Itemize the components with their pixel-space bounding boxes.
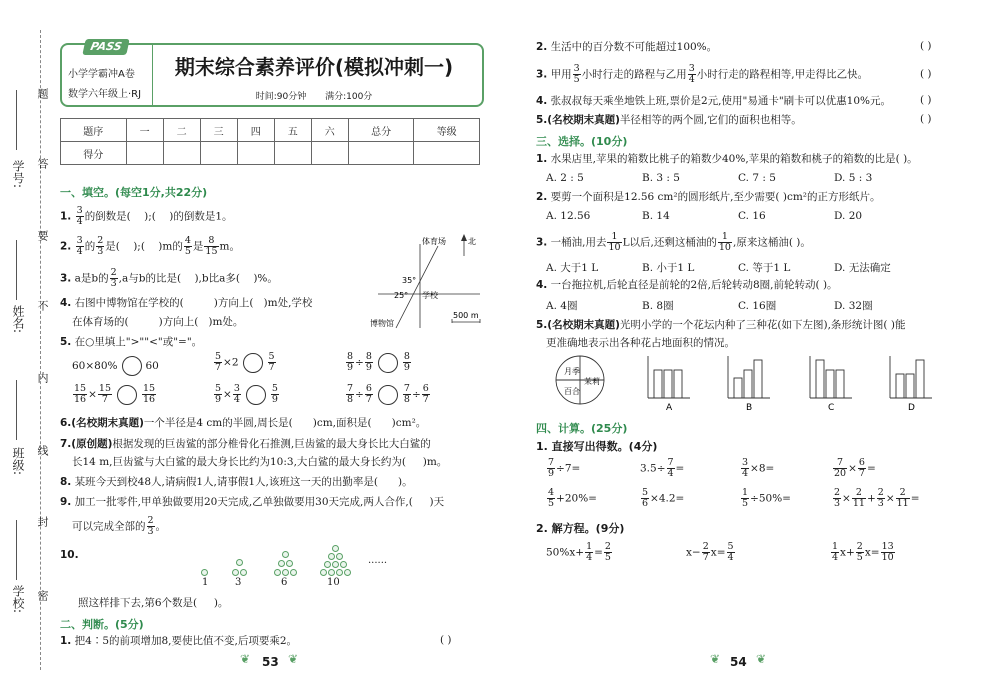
answer-circle[interactable] (243, 353, 263, 373)
fold-char: 封 (36, 516, 49, 528)
score-entry[interactable] (237, 142, 274, 165)
score-entry[interactable] (274, 142, 311, 165)
choice-5-cont: 更准确地表示出各种花占地面积的情况。 (546, 337, 735, 349)
compare-item: $\frac{15}{16}$ × $\frac{15}{7}$ $\frac{15}{16}$ (74, 383, 156, 405)
scale-label: 500 m (453, 311, 479, 320)
option-a[interactable]: A. 4圈 (546, 300, 578, 312)
table-row (61, 142, 480, 165)
table-cell: 六 (311, 119, 348, 142)
answer-circle[interactable] (246, 385, 266, 405)
compare-row-1: 60×80% 60 (72, 356, 159, 376)
north-label: 北 (468, 237, 476, 246)
fold-char: 不 (36, 300, 49, 312)
compare-item: $\frac{5}{7}$ ×2 $\frac{5}{7}$ (215, 351, 275, 373)
option-a[interactable]: A. 2 : 5 (546, 172, 584, 184)
judge-5: 5.(名校期末真题)半径相等的两个圆,它们的面积也相等。 (536, 114, 802, 126)
fold-char: 答 (36, 158, 49, 170)
bar-label: B (746, 403, 753, 413)
option-a[interactable]: A. 大于1 L (546, 262, 599, 274)
answer-circle[interactable] (378, 353, 398, 373)
table-cell: 四 (237, 119, 274, 142)
question-10: 10. (60, 549, 79, 561)
page-number-right: 54 (730, 655, 747, 669)
table-cell: 题序 (61, 119, 127, 142)
school-label: 学校: (11, 585, 25, 614)
option-d[interactable]: D. 20 (834, 210, 863, 222)
answer-circle[interactable] (122, 356, 142, 376)
option-c[interactable]: C. 16 (738, 210, 766, 222)
question-9-cont: 可以完成全部的 $\frac{2}{3}$ 。 (72, 515, 167, 537)
judge-3: 3. 甲用 $\frac{3}{5}$ 小时行走的路程与乙用 $\frac{3}{4}$ 小时行走的路程相等,甲走得比乙快。 (536, 63, 869, 85)
question-6: 6.(名校期末真题)一个半径是4 cm的半圆,周长是( )cm,面积是( )cm²。 (60, 417, 427, 429)
score-table (60, 118, 480, 165)
fold-char: 要 (36, 230, 49, 242)
question-1: 1. $\frac{3}{4}$ 的倒数是( );( )的倒数是1。 (60, 205, 233, 227)
angle-25: 25° (394, 291, 409, 300)
calc-item: $\frac{1}{5}$ ÷50%= (742, 487, 791, 509)
score-entry[interactable] (348, 142, 414, 165)
answer-paren[interactable]: ( ) (920, 40, 932, 52)
subsection-direct-answer: 1. 直接写出得数。(4分) (536, 440, 658, 453)
answer-paren[interactable]: ( ) (920, 113, 932, 125)
name-line[interactable] (16, 240, 17, 300)
series-box (62, 40, 153, 105)
score-entry[interactable] (163, 142, 200, 165)
bar-label: D (908, 403, 915, 413)
leaf-icon: ❦ (756, 652, 767, 666)
museum-label: 博物馆 (370, 319, 394, 328)
stadium-label: 体育场 (422, 237, 446, 246)
student-id-line[interactable] (16, 90, 17, 150)
name-label: 姓名: (11, 305, 25, 334)
option-c[interactable]: C. 16圈 (738, 300, 777, 312)
question-4-cont: 在体育场的( )方向上( )m处。 (72, 316, 244, 328)
right-page (500, 0, 1000, 694)
full-score: 满分:100分 (325, 92, 373, 102)
equation-1: 50%x+ $\frac{1}{4}$ = $\frac{2}{5}$ (546, 541, 611, 563)
option-c[interactable]: C. 7 : 5 (738, 172, 776, 184)
question-8: 8. 某班今天到校48人,请病假1人,请事假1人,该班这一天的出勤率是( )。 (60, 476, 413, 488)
pass-logo: PASS (82, 39, 129, 55)
school-line[interactable] (16, 520, 17, 580)
exam-title: 期末综合素养评价(模拟冲刺一) (174, 55, 454, 79)
choice-2: 2. 要剪一个面积是12.56 cm²的圆形纸片,至少需要( )cm²的正方形纸片。 (536, 191, 881, 203)
option-b[interactable]: B. 8圈 (642, 300, 674, 312)
section-judge: 二、判断。(5分) (60, 618, 144, 631)
equation-2: x− $\frac{2}{7}$ x= $\frac{5}{4}$ (686, 541, 734, 563)
table-cell: 二 (163, 119, 200, 142)
score-entry[interactable] (414, 142, 480, 165)
pie-label-jasmine: 茉莉 (584, 377, 600, 386)
bar-label: C (828, 403, 835, 413)
calc-item: $\frac{2}{3}$ × $\frac{2}{11}$ + $\frac{2}{3}$ × $\frac{2}{11}$ = (834, 487, 920, 509)
school-label: 学校 (422, 291, 438, 300)
section-choice: 三、选择。(10分) (536, 135, 628, 148)
table-cell: 三 (200, 119, 237, 142)
section-calculation: 四、计算。(25分) (536, 422, 628, 435)
question-10-text: 照这样排下去,第6个数是( )。 (78, 597, 229, 609)
compare-item: $\frac{7}{8}$ ÷ $\frac{6}{7}$ $\frac{7}{8}$ ÷ $\frac{6}{7}$ (347, 383, 429, 405)
bar-label: A (666, 403, 673, 413)
pie-label-lily: 百合 (564, 387, 580, 396)
equation-3: $\frac{1}{4}$ x+ $\frac{2}{5}$ x= $\frac{13}{10}$ (832, 541, 894, 563)
page-number-left: 53 (262, 655, 279, 669)
sequence-number: 3 (235, 577, 242, 588)
question-7-cont: 长14 m,巨齿鲨与大白鲨的最大身长比约为10:3,大白鲨的最大身长约为( )m。 (72, 456, 448, 468)
fold-char: 密 (36, 590, 49, 602)
binding-margin (0, 0, 49, 694)
judge-4: 4. 张叔叔每天乘坐地铁上班,票价是2元,使用"易通卡"刷卡可以优惠10%元。 (536, 95, 891, 107)
pie-chart (556, 356, 604, 404)
option-c[interactable]: C. 等于1 L (738, 262, 791, 274)
sequence-number: 6 (281, 577, 288, 588)
grade-label: 数学六年级上·RJ (68, 89, 142, 100)
exam-header (60, 40, 484, 107)
bar-chart-d (890, 356, 932, 398)
fold-line (40, 30, 41, 670)
choice-5: 5.(名校期末真题)光明小学的一个花坛内种了三种花(如下左图),条形统计图( )能 (536, 319, 906, 331)
calc-item: $\frac{7}{9}$ ÷7= (548, 457, 581, 479)
choice-5-figures (540, 352, 980, 416)
fraction: $\frac{3}{4}$ (76, 205, 83, 227)
table-row (61, 119, 480, 142)
score-entry[interactable] (311, 142, 348, 165)
calc-item: 3.5÷ $\frac{7}{4}$ = (640, 457, 685, 479)
series-name: 小学学霸冲A卷 (68, 69, 135, 80)
table-cell: 得分 (61, 142, 127, 165)
ellipsis: ...... (368, 555, 388, 566)
question-4: 4. 右图中博物馆在学校的( )方向上( )m处,学校 (60, 297, 313, 309)
score-entry[interactable] (126, 142, 163, 165)
class-label: 班级: (11, 447, 25, 476)
table-cell: 五 (274, 119, 311, 142)
bar-chart-a (648, 356, 690, 398)
option-b[interactable]: B. 3 : 5 (642, 172, 680, 184)
question-5: 5. 在○里填上">""<"或"="。 (60, 336, 203, 348)
sequence-number: 10 (327, 577, 340, 588)
section-fill-blank: 一、填空。(每空1分,共22分) (60, 186, 208, 199)
sequence-number: 1 (202, 577, 209, 588)
fold-char: 内 (36, 372, 49, 384)
fold-char: 线 (36, 445, 49, 457)
choice-3: 3. 一桶油,用去 $\frac{1}{10}$ L以后,还剩这桶油的 $\frac{1}{10}$ ,原来这桶油( )。 (536, 231, 811, 253)
answer-circle[interactable] (378, 385, 398, 405)
leaf-icon: ❦ (240, 652, 251, 666)
question-2: 2. $\frac{3}{4}$ 的 $\frac{2}{3}$ 是( );( )m的 $\frac{4}{5}$ 是 $\frac{8}{15}$ m。 (60, 235, 240, 257)
answer-circle[interactable] (117, 385, 137, 405)
compare-item: $\frac{5}{9}$ × $\frac{3}{4}$ $\frac{5}{9}$ (215, 383, 278, 405)
subsection-equations: 2. 解方程。(9分) (536, 522, 625, 535)
angle-35: 35° (402, 276, 417, 285)
option-d[interactable]: D. 32圈 (834, 300, 873, 312)
table-cell: 一 (126, 119, 163, 142)
calc-item: $\frac{4}{5}$ +20%= (548, 487, 597, 509)
compare-item: $\frac{8}{9}$ ÷ $\frac{8}{9}$ $\frac{8}{9}$ (347, 351, 410, 373)
option-d[interactable]: D. 无法确定 (834, 262, 891, 274)
calc-item: $\frac{7}{20}$ × $\frac{6}{7}$ = (834, 457, 876, 479)
choice-4: 4. 一台拖拉机,后轮直径是前轮的2倍,后轮转动8圈,前轮转动( )。 (536, 279, 838, 291)
judge-2: 2. 生活中的百分数不可能超过100%。 (536, 41, 718, 53)
question-3: 3. a是b的 $\frac{2}{3}$ ,a与b的比是( ),b比a多( )%。 (60, 267, 278, 289)
choice-1: 1. 水果店里,苹果的箱数比桃子的箱数少40%,苹果的箱数和桃子的箱数的比是( )。 (536, 153, 918, 165)
answer-paren[interactable]: ( ) (920, 68, 932, 80)
bar-chart-c (810, 356, 852, 398)
judge-1: 1. 把4∶5的前项增加8,要使比值不变,后项要乘2。 (60, 635, 298, 647)
bar-chart-b (728, 356, 770, 398)
answer-paren[interactable]: ( ) (440, 634, 452, 646)
option-a[interactable]: A. 12.56 (546, 210, 591, 222)
triangle-dot-pattern (190, 545, 390, 590)
calc-item: $\frac{3}{4}$ ×8= (742, 457, 775, 479)
student-id-label: 学号: (11, 160, 25, 189)
score-entry[interactable] (200, 142, 237, 165)
option-b[interactable]: B. 小于1 L (642, 262, 695, 274)
fold-char: 题 (36, 88, 49, 100)
calc-item: $\frac{5}{6}$ ×4.2= (642, 487, 685, 509)
table-cell: 总分 (348, 119, 414, 142)
direction-map (368, 232, 483, 332)
time-limit: 时间:90分钟 (255, 92, 307, 102)
answer-paren[interactable]: ( ) (920, 94, 932, 106)
pie-label-rose: 月季 (564, 367, 580, 376)
question-7: 7.(原创题)根据发现的巨齿鲨的部分椎骨化石推测,巨齿鲨的最大身长比大白鲨的 (60, 438, 431, 450)
option-b[interactable]: B. 14 (642, 210, 670, 222)
question-9: 9. 加工一批零件,甲单独做要用20天完成,乙单独做要用30天完成,两人合作,( )天 (60, 496, 445, 508)
option-d[interactable]: D. 5 : 3 (834, 172, 873, 184)
class-line[interactable] (16, 380, 17, 440)
exam-meta (154, 89, 474, 102)
table-cell: 等级 (414, 119, 480, 142)
leaf-icon: ❦ (288, 652, 299, 666)
leaf-icon: ❦ (710, 652, 721, 666)
